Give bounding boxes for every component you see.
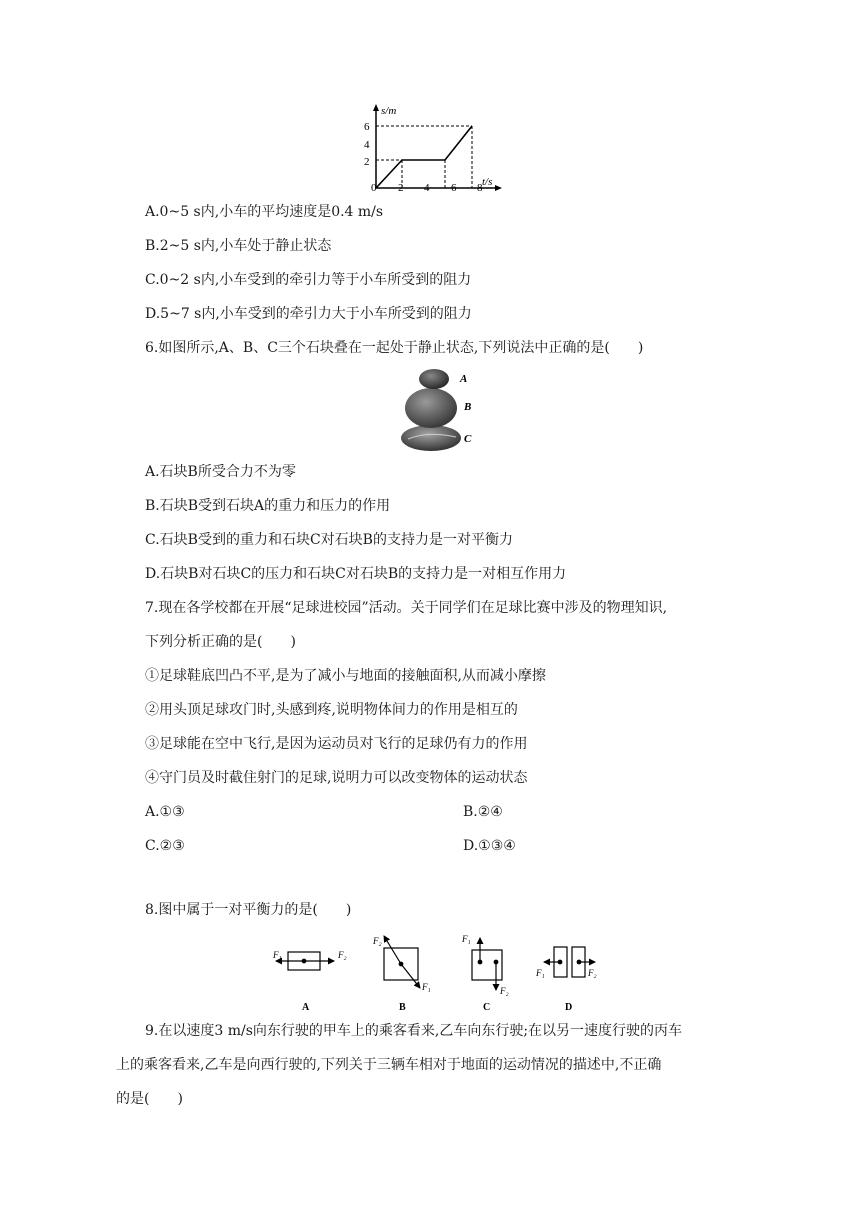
q7-statement-3: ③足球能在空中飞行,是因为运动员对飞行的足球仍有力的作用	[145, 736, 528, 752]
y-axis-label: s/m	[381, 105, 397, 117]
diagram-d-f1: F₁	[536, 968, 545, 978]
q8-stem: 8.图中属于一对平衡力的是( )	[145, 902, 352, 918]
q7-stem-line-1: 7.现在各学校都在开展“足球进校园”活动。关于同学们在足球比赛中涉及的物理知识,	[145, 600, 668, 616]
x-tick-2: 2	[398, 182, 404, 194]
q6-option-c: C.石块B受到的重力和石块C对石块B的支持力是一对平衡力	[145, 532, 513, 548]
diagram-c-f2: F₂	[500, 986, 509, 996]
q5-option-c: C.0~2 s内,小车受到的牵引力等于小车所受到的阻力	[145, 272, 472, 288]
stone-label-c: C	[464, 433, 472, 445]
y-tick-4: 4	[364, 139, 370, 151]
q6-stem: 6.如图所示,A、B、C三个石块叠在一起处于静止状态,下列说法中正确的是( )	[145, 340, 644, 356]
stone-a	[419, 369, 449, 389]
stacked-stones-figure	[398, 365, 478, 455]
diagram-a	[276, 952, 334, 970]
x-axis-arrow	[495, 185, 502, 191]
x-tick-6: 6	[451, 182, 457, 194]
guide-lines	[376, 126, 472, 188]
diagram-label-c: C	[483, 1002, 491, 1013]
diagram-label-b: B	[399, 1002, 406, 1013]
q5-option-d: D.5~7 s内,小车受到的牵引力大于小车所受到的阻力	[145, 306, 472, 322]
q9-line-1: 9.在以速度3 m/s向东行驶的甲车上的乘客看来,乙车向东行驶;在以另一速度行驶的丙车	[145, 1023, 683, 1039]
diagram-label-a: A	[302, 1002, 310, 1013]
x-axis-label: t/s	[482, 176, 493, 188]
diagram-c-f1: F₁	[462, 934, 471, 944]
stone-label-a: A	[460, 373, 468, 385]
diagram-d-f2: F₂	[588, 968, 597, 978]
diagram-b-f2: F₂	[373, 936, 382, 946]
q7-option-b: B.②④	[463, 804, 503, 820]
diagram-b-f1: F₁	[422, 982, 431, 992]
q7-option-d: D.①③④	[463, 838, 516, 854]
y-tick-6: 6	[364, 121, 370, 133]
q9-line-2: 上的乘客看来,乙车是向西行驶的,下列关于三辆车相对于地面的运动情况的描述中,不正确	[116, 1057, 662, 1073]
stone-label-b: B	[464, 401, 472, 413]
y-tick-2: 2	[364, 156, 370, 168]
q7-statement-1: ①足球鞋底凹凸不平,是为了减小与地面的接触面积,从而减小摩擦	[145, 668, 546, 684]
diagram-a-f1: F₁	[273, 950, 282, 960]
q6-option-d: D.石块B对石块C的压力和石块C对石块B的支持力是一对相互作用力	[145, 566, 567, 582]
q7-option-a: A.①③	[145, 804, 185, 820]
s-t-line	[376, 126, 472, 188]
x-tick-8: 8	[477, 182, 483, 194]
q5-option-a: A.0~5 s内,小车的平均速度是0.4 m/s	[145, 204, 384, 220]
q6-option-a: A.石块B所受合力不为零	[145, 464, 296, 480]
x-tick-4: 4	[424, 182, 430, 194]
q7-statement-2: ②用头顶足球攻门时,头感到疼,说明物体间力的作用是相互的	[145, 702, 518, 718]
s-t-graph	[360, 100, 510, 195]
diagram-c	[472, 938, 502, 990]
q9-line-3: 的是( )	[116, 1091, 183, 1107]
force-diagrams	[268, 930, 608, 1015]
q7-stem-line-2: 下列分析正确的是( )	[145, 634, 296, 650]
diagram-b	[384, 936, 420, 988]
q7-statement-4: ④守门员及时截住射门的足球,说明力可以改变物体的运动状态	[145, 770, 528, 786]
diagram-label-d: D	[565, 1002, 573, 1013]
q5-option-b: B.2~5 s内,小车处于静止状态	[145, 238, 332, 254]
q6-option-b: B.石块B受到石块A的重力和压力的作用	[145, 498, 391, 514]
y-axis-arrow	[373, 104, 379, 111]
stone-b	[405, 388, 457, 428]
diagram-a-f2: F₂	[338, 950, 347, 960]
q7-option-c: C.②③	[145, 838, 185, 854]
x-tick-0: 0	[371, 182, 377, 194]
